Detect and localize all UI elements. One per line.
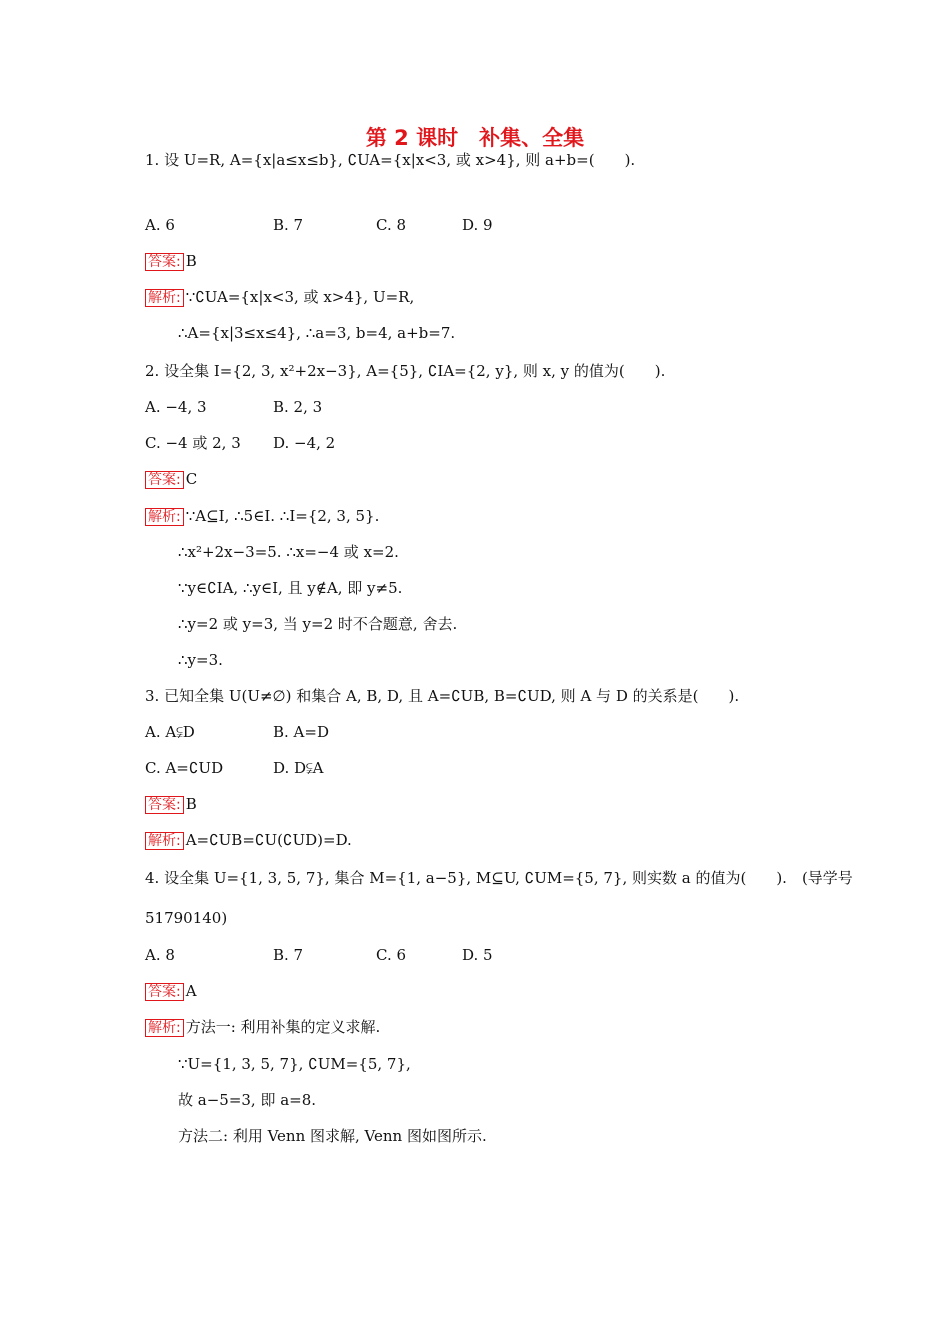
- q2-answer: [145, 469, 197, 490]
- answer-tag: 答案:: [145, 796, 184, 814]
- q1-analysis-line-2: ∴A={x|3≤x≤4}, ∴a=3, b=4, a+b=7.: [178, 324, 456, 342]
- q2-option-b: B. 2, 3: [273, 398, 323, 416]
- q4-answer-value: A: [185, 982, 197, 1000]
- q1-option-a: A. 6: [145, 216, 175, 234]
- q1-analysis-line-1: ∵∁UA={x|x<3, 或 x>4}, U=R,: [185, 288, 415, 306]
- q4-analysis-line-2: ∵U={1, 3, 5, 7}, ∁UM={5, 7},: [178, 1055, 411, 1073]
- analysis-tag: 解析:: [145, 1019, 184, 1037]
- page-title: 第 2 课时 补集、全集: [365, 126, 585, 150]
- q3-option-c: C. A=∁UD: [145, 759, 224, 777]
- answer-tag: 答案:: [145, 983, 184, 1001]
- q3-analysis: [145, 830, 352, 851]
- q2-analysis-line-5: ∴y=3.: [178, 651, 223, 669]
- analysis-tag: 解析:: [145, 289, 184, 307]
- q2-analysis-line-1: ∵A⊆I, ∴5∈I. ∴I={2, 3, 5}.: [185, 507, 380, 525]
- q2-option-a: A. −4, 3: [145, 398, 207, 416]
- q2-option-d: D. −4, 2: [273, 434, 336, 452]
- q4-answer: [145, 981, 197, 1002]
- q2-analysis-line-4: ∴y=2 或 y=3, 当 y=2 时不合题意, 舍去.: [178, 615, 458, 633]
- q4-analysis: [145, 1017, 380, 1038]
- q4-analysis-line-4: 方法二: 利用 Venn 图求解, Venn 图如图所示.: [178, 1127, 487, 1145]
- q2-option-c: C. −4 或 2, 3: [145, 434, 241, 452]
- q4-option-d: D. 5: [462, 946, 493, 964]
- question-3-stem: 3. 已知全集 U(U≠∅) 和集合 A, B, D, 且 A=∁UB, B=∁UD, 则 A 与 D 的关系是( ).: [145, 687, 740, 705]
- q3-analysis-line-1: A=∁UB=∁U(∁UD)=D.: [185, 831, 352, 849]
- q1-option-c: C. 8: [376, 216, 407, 234]
- answer-tag: 答案:: [145, 253, 184, 271]
- analysis-tag: 解析:: [145, 832, 184, 850]
- q2-answer-value: C: [185, 470, 198, 488]
- q1-analysis: [145, 287, 414, 308]
- question-2-stem: 2. 设全集 I={2, 3, x²+2x−3}, A={5}, ∁IA={2, y}, 则 x, y 的值为( ).: [145, 362, 666, 380]
- q1-answer: [145, 251, 197, 272]
- answer-tag: 答案:: [145, 471, 184, 489]
- q1-answer-value: B: [185, 252, 197, 270]
- question-1-stem: 1. 设 U=R, A={x|a≤x≤b}, ∁UA={x|x<3, 或 x>4}, 则 a+b=( ).: [145, 151, 636, 169]
- q4-option-c: C. 6: [376, 946, 407, 964]
- q2-analysis-line-3: ∵y∈∁IA, ∴y∈I, 且 y∉A, 即 y≠5.: [178, 579, 403, 597]
- q3-option-a: A. A⫋D: [145, 723, 195, 741]
- q2-analysis: [145, 506, 379, 527]
- q3-answer: [145, 794, 197, 815]
- q3-answer-value: B: [185, 795, 197, 813]
- q4-option-a: A. 8: [145, 946, 175, 964]
- q4-analysis-line-3: 故 a−5=3, 即 a=8.: [178, 1091, 317, 1109]
- q3-option-d: D. D⫋A: [273, 759, 324, 777]
- q4-option-b: B. 7: [273, 946, 304, 964]
- q3-option-b: B. A=D: [273, 723, 329, 741]
- analysis-tag: 解析:: [145, 508, 184, 526]
- q4-analysis-line-1: 方法一: 利用补集的定义求解.: [185, 1018, 381, 1036]
- question-4-stem-cont: 51790140): [145, 909, 228, 927]
- q2-analysis-line-2: ∴x²+2x−3=5. ∴x=−4 或 x=2.: [178, 543, 399, 561]
- q1-option-b: B. 7: [273, 216, 304, 234]
- q1-option-d: D. 9: [462, 216, 493, 234]
- question-4-stem: 4. 设全集 U={1, 3, 5, 7}, 集合 M={1, a−5}, M⊆U, ∁UM={5, 7}, 则实数 a 的值为( ). (导学号: [145, 869, 853, 887]
